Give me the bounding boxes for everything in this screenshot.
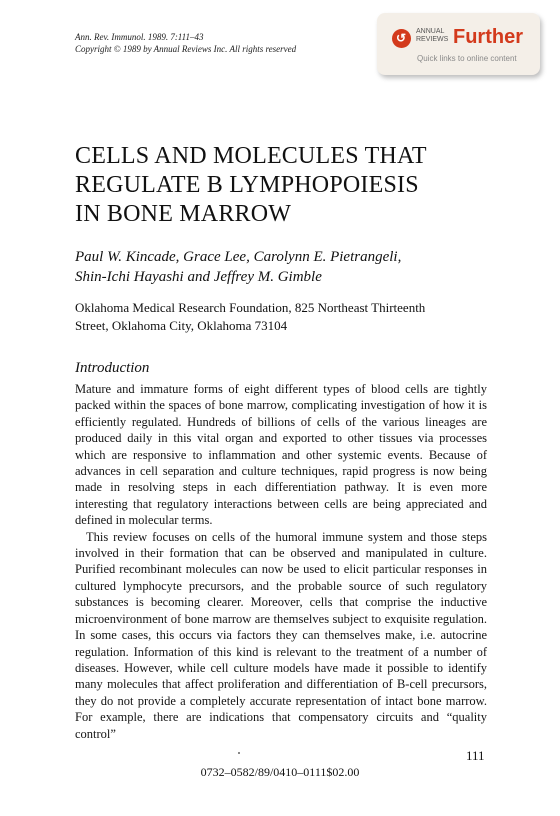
title-line: CELLS AND MOLECULES THAT bbox=[75, 143, 427, 169]
further-subtitle[interactable]: Quick links to online content bbox=[417, 54, 517, 63]
journal-reference: Ann. Rev. Immunol. 1989. 7:111–43 bbox=[75, 32, 204, 42]
annual-reviews-logo-icon: ↺ bbox=[392, 29, 411, 48]
affiliation-line: Oklahoma Medical Research Foundation, 825 Northeast Thirteenth bbox=[75, 300, 426, 315]
author-line: Shin-Ichi Hayashi and Jeffrey M. Gimble bbox=[75, 269, 322, 285]
article-title bbox=[75, 142, 495, 229]
body-paragraph: This review focuses on cells of the humoral immune system and those steps involved in their formation that can be observed and manipulated in culture. Purified recombinant molecules can now be used to elicit particular responses in cultured lymphocyte precursors, and the probable source of such regulatory substances is becoming clearer. Moreover, cells that comprise the inductive microenvironment of bone marrow are themselves subject to exquisite regulation. In some cases, this occurs via factors they can themselves make, i.e. autocrine regulation. Information of this kind is relevant to the treatment of a number of diseases. However, while cell culture models have made it possible to identify many molecules that affect proliferation and differentiation of B-cell precursors, they do not provide a completely accurate representation of intact bone marrow. For example, there are indications that compensatory circuits and “quality control” bbox=[75, 529, 487, 741]
stray-mark bbox=[238, 752, 240, 754]
affiliation bbox=[75, 299, 495, 335]
section-heading: Introduction bbox=[75, 360, 150, 376]
annual-reviews-brand bbox=[416, 28, 448, 44]
body-paragraph: Mature and immature forms of eight different types of blood cells are tightly packed within the spaces of bone marrow, complicating investigation of how it is efficiently regulated. Hundreds of billions of cells of the various lineages are produced daily in this vital organ and exported to other tissues via processes which are responsive to inflammation and other systemic events. Because of advances in cell separation and culture techniques, rapid progress is now being made in resolving steps in each differentiation pathway. It is even more interesting that regulatory interactions between cells are being appreciated and defined in molecular terms. bbox=[75, 382, 487, 528]
further-label[interactable]: Further bbox=[453, 26, 523, 48]
title-line: REGULATE B LYMPHOPOIESIS bbox=[75, 172, 419, 198]
brand-line-1: ANNUAL bbox=[416, 28, 445, 35]
journal-citation bbox=[75, 31, 296, 55]
author-list bbox=[75, 247, 495, 287]
further-banner[interactable] bbox=[377, 13, 540, 75]
affiliation-line: Street, Oklahoma City, Oklahoma 73104 bbox=[75, 318, 288, 333]
title-line: IN BONE MARROW bbox=[75, 201, 292, 227]
article-body bbox=[75, 381, 487, 742]
price-code: 0732–0582/89/0410–0111$02.00 bbox=[200, 765, 360, 779]
author-line: Paul W. Kincade, Grace Lee, Carolynn E. Pietrangeli, bbox=[75, 249, 402, 265]
copyright-notice: Copyright © 1989 by Annual Reviews Inc. All rights reserved bbox=[75, 44, 297, 54]
brand-line-2: REVIEWS bbox=[416, 36, 449, 43]
page-number: 111 bbox=[466, 748, 485, 763]
